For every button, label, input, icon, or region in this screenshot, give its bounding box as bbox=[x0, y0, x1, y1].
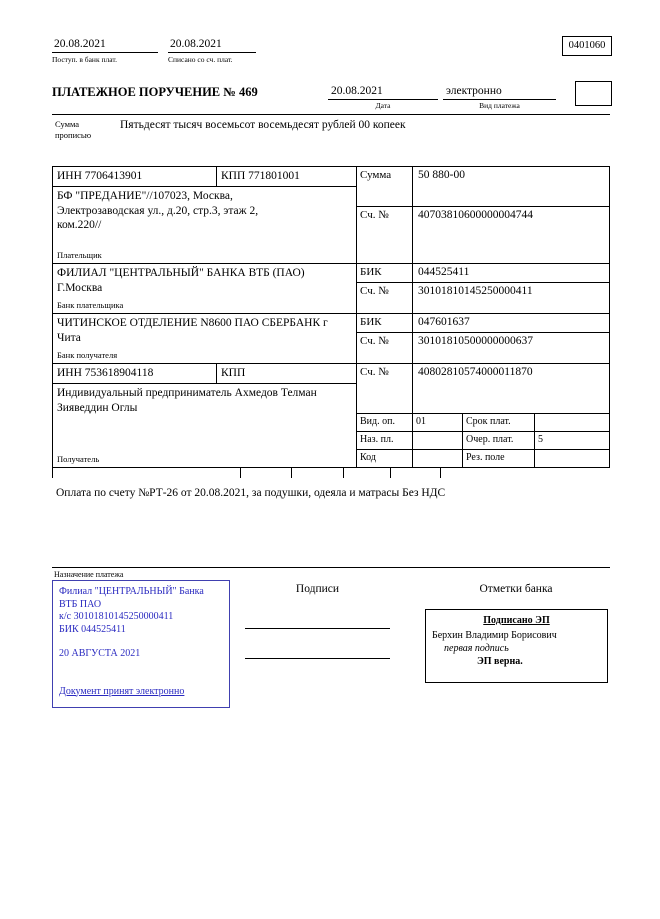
stamp-bank-name: Филиал "ЦЕНТРАЛЬНЫЙ" Банка ВТБ ПАО bbox=[59, 586, 204, 610]
amount-in-words-label: Сумма прописью bbox=[55, 119, 92, 141]
kod-label: Код bbox=[360, 452, 376, 463]
document-date-field bbox=[328, 85, 438, 110]
payer-section bbox=[53, 167, 609, 263]
payment-purpose-text: Оплата по счету №РТ-26 от 20.08.2021, за подушки, одеяла и матрасы Без НДС bbox=[56, 487, 446, 499]
payee-name bbox=[53, 384, 356, 453]
vid-op-label: Вид. оп. bbox=[360, 416, 395, 427]
payer-inn: ИНН 7706413901 bbox=[57, 170, 143, 182]
naz-pl-value bbox=[412, 432, 462, 449]
payer-account-label: Сч. № bbox=[360, 209, 389, 221]
payer-bank-bik-value: 044525411 bbox=[412, 264, 609, 282]
payer-bank-name: ФИЛИАЛ "ЦЕНТРАЛЬНЫЙ" БАНКА ВТБ (ПАО) Г.Москва bbox=[57, 267, 305, 294]
debited-date-label: Списано со сч. плат. bbox=[168, 55, 233, 64]
field-tick bbox=[291, 467, 292, 478]
vid-op-value: 01 bbox=[412, 414, 462, 431]
bank-stamp bbox=[52, 580, 230, 708]
srok-plat-value bbox=[534, 414, 609, 431]
payer-bank-section bbox=[53, 263, 609, 313]
payee-bank-account-number: 30101810500000000637 bbox=[412, 333, 609, 363]
srok-plat-label: Срок плат. bbox=[462, 414, 534, 431]
ep-signer-name: Берхин Владимир Борисович bbox=[432, 630, 557, 641]
payee-bank-bik-value: 047601637 bbox=[412, 314, 609, 332]
received-date-field bbox=[52, 38, 158, 64]
payee-account-label: Сч. № bbox=[360, 366, 389, 378]
rez-pole-value bbox=[534, 450, 609, 467]
ep-signature-kind: первая подпись bbox=[444, 643, 509, 654]
payee-inn: ИНН 753618904118 bbox=[57, 367, 154, 379]
kod-value bbox=[412, 450, 462, 467]
stamp-bik: БИК 044525411 bbox=[59, 623, 126, 635]
payee-name-text: Индивидуальный предприниматель Ахмедов Телман Зияведдин Оглы bbox=[57, 387, 317, 414]
field-tick bbox=[52, 467, 53, 478]
payee-bank-bik-label: БИК bbox=[360, 316, 382, 328]
payer-name-text: БФ "ПРЕДАНИЕ"//107023, Москва, Электрозаводская ул., д.20, стр.3, этаж 2, ком.220// bbox=[57, 190, 259, 232]
ocher-plat-label: Очер. плат. bbox=[462, 432, 534, 449]
payer-account-number: 40703810600000004744 bbox=[412, 207, 609, 263]
signature-line bbox=[245, 628, 390, 629]
payee-bank-section-label: Банк получателя bbox=[57, 350, 118, 360]
payee-bank-name: ЧИТИНСКОЕ ОТДЕЛЕНИЕ N8600 ПАО СБЕРБАНК г Чита bbox=[57, 317, 328, 344]
stamp-date: 20 АВГУСТА 2021 bbox=[59, 648, 141, 659]
signature-line bbox=[245, 658, 390, 659]
sum-label: Сумма bbox=[360, 169, 392, 181]
field-tick bbox=[343, 467, 344, 478]
payment-purpose-block bbox=[52, 567, 610, 581]
debited-date-field bbox=[168, 38, 256, 64]
payee-bank-account-label: Сч. № bbox=[360, 335, 389, 347]
payer-section-label: Плательщик bbox=[57, 250, 102, 260]
payer-name bbox=[53, 187, 356, 249]
payment-kind-label: Вид платежа bbox=[479, 101, 520, 110]
stamp-accepted-note: Документ принят электронно bbox=[59, 685, 185, 697]
payer-bank-account-label: Сч. № bbox=[360, 285, 389, 297]
payer-bank-section-label: Банк плательщика bbox=[57, 300, 124, 310]
payment-table bbox=[52, 166, 610, 468]
payee-account-number: 40802810574000011870 bbox=[412, 364, 609, 413]
amount-in-words-block bbox=[52, 114, 610, 166]
ep-signature-box bbox=[425, 609, 608, 683]
payer-bank-account-number: 30101810145250000411 bbox=[412, 283, 609, 313]
document-title: ПЛАТЕЖНОЕ ПОРУЧЕНИЕ № 469 bbox=[52, 85, 258, 99]
payer-kpp: КПП 771801001 bbox=[216, 167, 356, 186]
form-code-box: 0401060 bbox=[562, 36, 612, 56]
ocher-plat-value: 5 bbox=[534, 432, 609, 449]
naz-pl-label: Наз. пл. bbox=[360, 434, 394, 445]
stamp-corr-account: к/с 30101810145250000411 bbox=[59, 611, 174, 622]
field-tick bbox=[390, 467, 391, 478]
bank-marks-title: Отметки банка bbox=[479, 583, 553, 595]
payment-kind-field bbox=[443, 85, 556, 110]
payer-bank-bik-label: БИК bbox=[360, 266, 382, 278]
signatures-title: Подписи bbox=[295, 583, 340, 595]
bank-dates-row bbox=[52, 38, 256, 64]
payee-section-label: Получатель bbox=[57, 454, 100, 464]
debited-date-value: 20.08.2021 bbox=[168, 38, 256, 53]
received-date-label: Поступ. в банк плат. bbox=[52, 55, 117, 64]
ep-verified-text: ЭП верна. bbox=[477, 656, 523, 667]
payment-purpose-label: Назначение платежа bbox=[54, 570, 124, 579]
amount-in-words-value: Пятьдесят тысяч восемьсот восемьдесят рублей 00 копеек bbox=[120, 119, 406, 131]
field-tick bbox=[440, 467, 441, 478]
received-date-value: 20.08.2021 bbox=[52, 38, 158, 53]
payee-bank-section bbox=[53, 313, 609, 363]
payee-kpp: КПП bbox=[216, 364, 356, 383]
document-date-label: Дата bbox=[375, 101, 391, 110]
field-tick bbox=[240, 467, 241, 478]
status-box bbox=[575, 81, 612, 106]
payee-section bbox=[53, 363, 609, 467]
ep-signed-title: Подписано ЭП bbox=[483, 615, 550, 626]
payment-kind-value: электронно bbox=[443, 85, 556, 100]
sum-value: 50 880-00 bbox=[412, 167, 609, 206]
rez-pole-label: Рез. поле bbox=[462, 450, 534, 467]
document-date-value: 20.08.2021 bbox=[328, 85, 438, 100]
